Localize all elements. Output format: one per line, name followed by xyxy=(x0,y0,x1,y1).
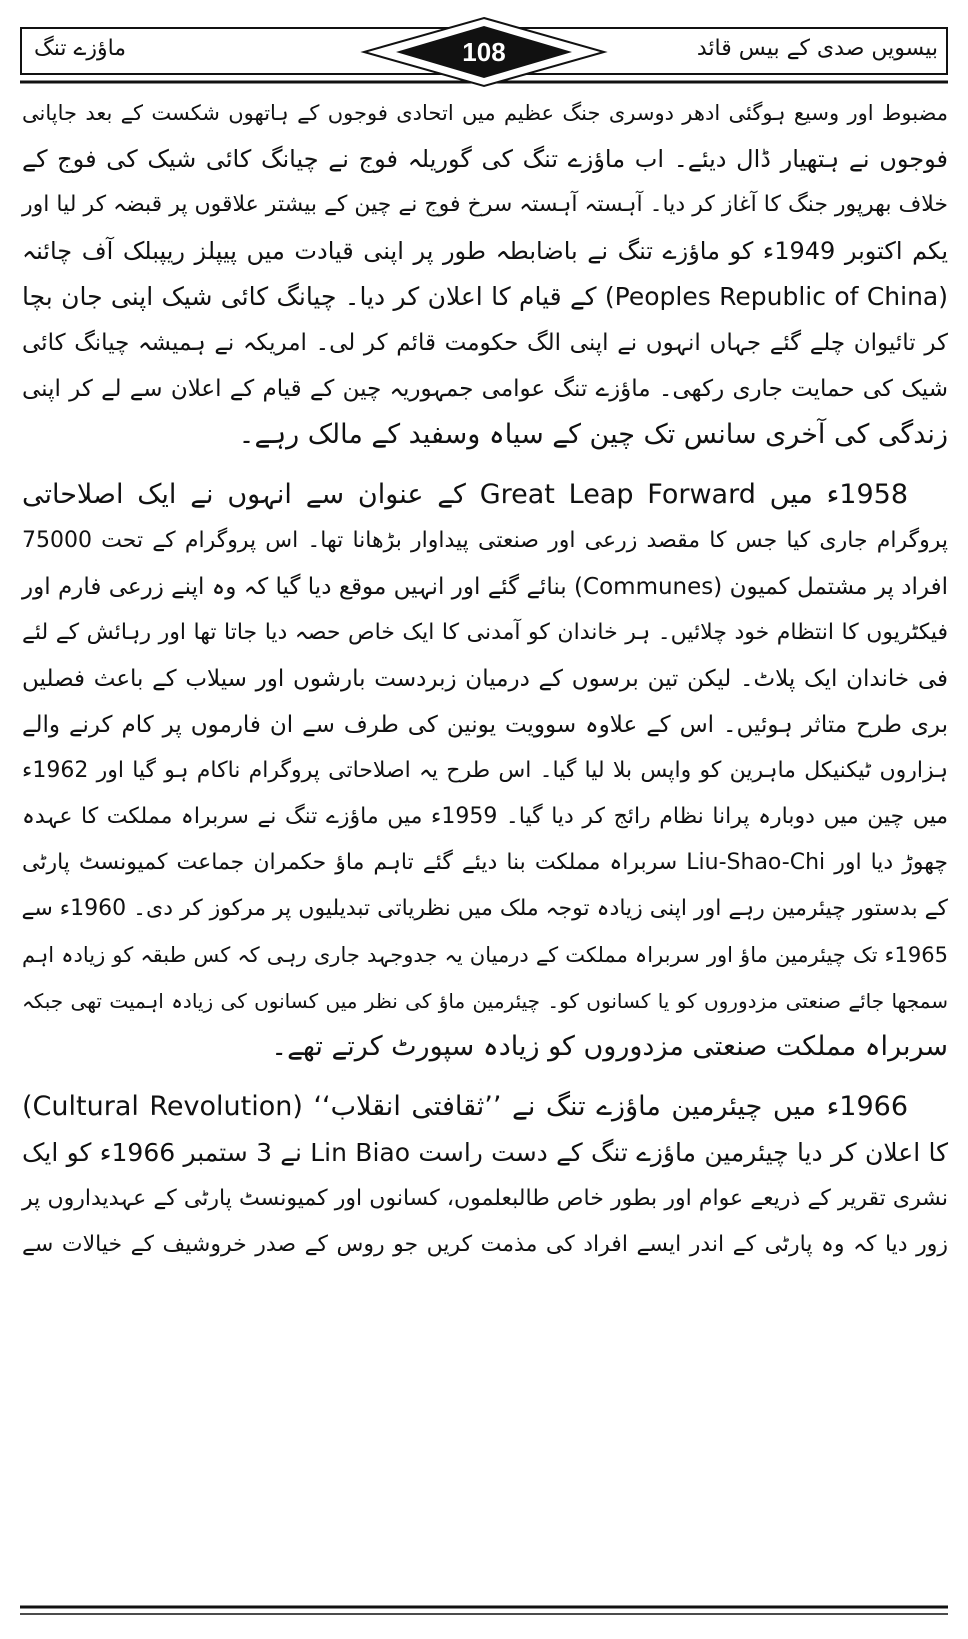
body-text xyxy=(22,90,948,1268)
chapter-title: ماؤزے تنگ xyxy=(34,36,127,61)
page-header xyxy=(20,16,948,88)
text-line: فیکٹریوں کا انتظام خود چلائیں۔ ہر خاندان کو آمدنی کا ایک خاص حصہ دیا جاتا تھا اور رہائش کے لئے xyxy=(22,620,948,645)
text-line: یکم اکتوبر 1949ء کو ماؤزے تنگ نے باضابطہ طور پر اپنی قیادت میں پیپلز ریپبلک آف چائنہ xyxy=(22,237,948,265)
text-line: افراد پر مشتمل کمیون (Communes) بنائے گئے اور انہیں موقع دیا گیا کہ وہ اپنے زرعی فارم اور xyxy=(22,574,948,600)
text-line: ہزاروں ٹیکنیکل ماہرین کو واپس بلا لیا گیا۔ اس طرح یہ اصلاحاتی پروگرام ناکام ہو گیا اور 1962ء xyxy=(22,758,948,783)
page-number: 108 xyxy=(462,37,506,67)
text-line: پروگرام جاری کیا جس کا مقصد زرعی اور صنعتی پیداوار بڑھانا تھا۔ اس پروگرام کے تحت 75000 xyxy=(22,528,948,553)
text-line: 1958ء میں Great Leap Forward کے عنوان سے انہوں نے ایک اصلاحاتی xyxy=(22,479,908,510)
text-line: سمجھا جائے صنعتی مزدوروں کو یا کسانوں کو۔ چیئرمین ماؤ کی نظر میں کسانوں کی زیادہ اہمیت تھی جبکہ xyxy=(22,989,948,1013)
text-line: زندگی کی آخری سانس تک چین کے سیاہ وسفید کے مالک رہے۔ xyxy=(238,419,948,450)
paragraph-3 xyxy=(22,1084,948,1268)
paragraph-1 xyxy=(22,90,948,458)
text-line: کا اعلان کر دیا چیئرمین ماؤزے تنگ کے دست راست Lin Biao نے 3 ستمبر 1966ء کو ایک xyxy=(22,1138,948,1167)
text-line: مضبوط اور وسیع ہوگئی ادھر دوسری جنگ عظیم میں اتحادی فوجوں کے ہاتھوں شکست کے بعد جاپانی xyxy=(22,101,948,125)
text-line: کر تائیوان چلے گئے جہاں انہوں نے اپنی الگ حکومت قائم کر لی۔ امریکہ نے ہمیشہ چیانگ کائی xyxy=(22,330,948,356)
text-line: (Peoples Republic of China) کے قیام کا اعلان کر دیا۔ چیانگ کائی شیک اپنی جان بچا xyxy=(22,282,948,311)
paragraph-2 xyxy=(22,472,948,1070)
text-line: کے بدستور چیئرمین رہے اور اپنی زیادہ توجہ ملک میں نظریاتی تبدیلیوں پر مرکوز کر دی۔ 1960ء سے xyxy=(21,896,948,921)
text-line: خلاف بھرپور جنگ کا آغاز کر دیا۔ آہستہ آہستہ سرخ فوج نے چین کے بیشتر علاقوں پر قبضہ کر لیا اور xyxy=(22,192,948,217)
text-line: میں چین میں دوبارہ پرانا نظام رائج کر دیا گیا۔ 1959ء میں ماؤزے تنگ نے سربراہ مملکت کا عہدہ xyxy=(22,804,948,829)
text-line: 1965ء تک چیئرمین ماؤ اور سربراہ مملکت کے درمیان یہ جدوجہد جاری رہی کہ کس طبقہ کو زیادہ اہم xyxy=(22,943,948,967)
text-line: زور دیا کہ وہ پارٹی کے اندر ایسے افراد کی مذمت کریں جو روس کے صدر خروشیف کے خیالات سے xyxy=(22,1232,948,1257)
text-line: نشری تقریر کے ذریعے عوام اور بطور خاص طالبعلموں، کسانوں اور کمیونسٹ پارٹی کے عہدیداروں پر xyxy=(22,1186,948,1211)
text-line: فی خاندان ایک پلاٹ۔ لیکن تین برسوں کے درمیان زبردست بارشوں اور سیلاب کے باعث فصلیں xyxy=(22,666,948,692)
text-line: 1966ء میں چیئرمین ماؤزے تنگ نے ’’ثقافتی انقلاب‘‘ (Cultural Revolution) xyxy=(22,1091,909,1122)
book-title: بیسویں صدی کے بیس قائد xyxy=(696,36,938,61)
text-line: فوجوں نے ہتھیار ڈال دیئے۔ اب ماؤزے تنگ کی گوریلہ فوج نے چیانگ کائی شیک کی فوج کے xyxy=(22,145,948,173)
text-line: سربراہ مملکت صنعتی مزدوروں کو زیادہ سپورٹ کرتے تھے۔ xyxy=(271,1031,948,1062)
text-line: چھوڑ دیا اور Liu-Shao-Chi سربراہ مملکت بنا دیئے گئے تاہم ماؤ حکمران جماعت کمیونسٹ پارٹی xyxy=(22,850,948,875)
text-line: شیک کی حمایت جاری رکھی۔ ماؤزے تنگ عوامی جمہوریہ چین کے قیام کے اعلان سے لے کر اپنی xyxy=(22,376,948,402)
footer-rule xyxy=(20,1605,948,1617)
text-line: بری طرح متاثر ہوئیں۔ اس کے علاوہ سوویت یونین کی طرف سے ان فارموں پر کام کرنے والے xyxy=(22,712,948,738)
